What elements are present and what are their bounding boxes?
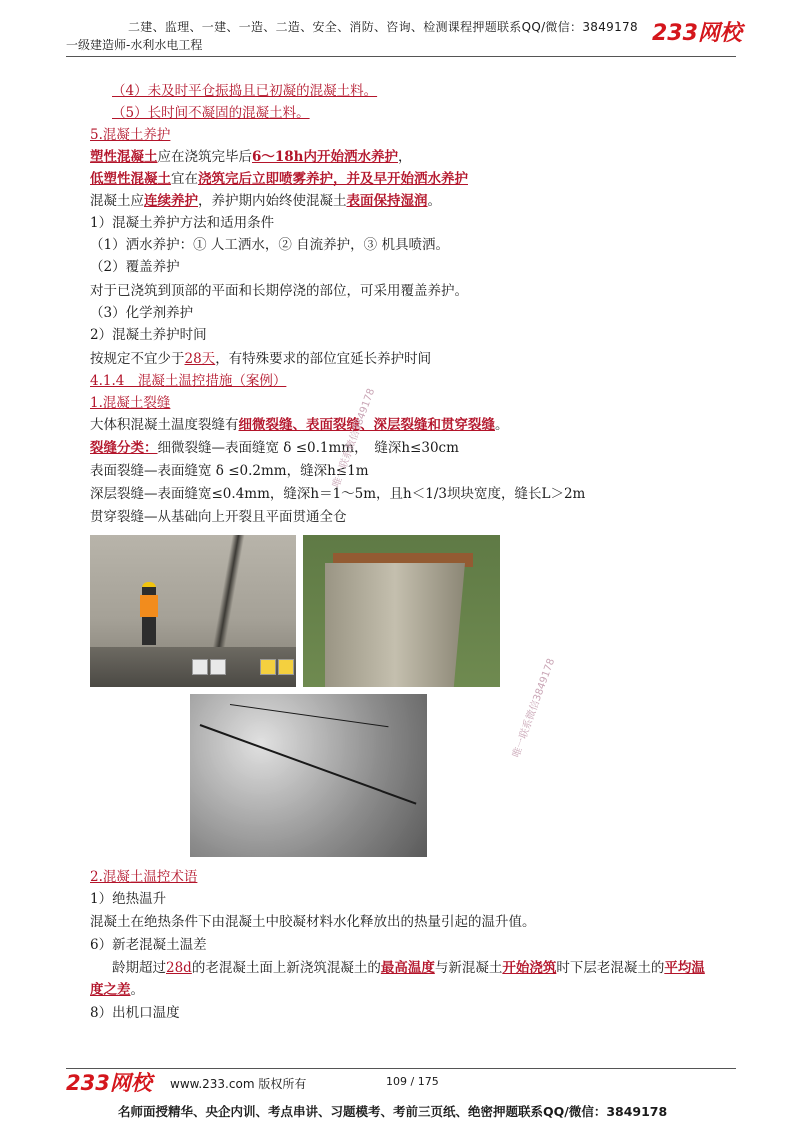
text-line: 按规定不宜少于28天，有特殊要求的部位宜延长养护时间	[90, 351, 432, 367]
footer-rule	[66, 1068, 736, 1069]
footer-site: www.233.com 版权所有	[170, 1077, 307, 1091]
text-line: 贯穿裂缝—从基础向上开裂且平面贯通全仓	[90, 509, 347, 525]
watermark: 唯一联系微信3849178	[331, 387, 378, 490]
text-line: 1）混凝土养护方法和适用条件	[90, 215, 275, 231]
text-line: 深层裂缝—表面缝宽≤0.4mm，缝深h＝1～5m，且h＜1/3坝块宽度，缝长L＞2m	[90, 486, 586, 502]
text-line: 龄期超过28d的老混凝土面上新浇筑混凝土的最高温度与新混凝土开始浇筑时下层老混凝土的平均温	[112, 960, 705, 976]
text-line: 混凝土应连续养护，养护期内始终使混凝土表面保持湿润。	[90, 193, 441, 209]
section-heading: 1.混凝土裂缝	[90, 395, 171, 411]
footer-contact-line: 名师面授精华、央企内训、考点串讲、习题模考、考前三页纸、绝密押题联系QQ/微信：3849178	[118, 1104, 668, 1119]
text-line: 对于已浇筑到顶部的平面和长期停浇的部位，可采用覆盖养护。	[90, 283, 468, 299]
watermark: 唯一联系微信3849178	[511, 657, 558, 760]
header-rule	[66, 56, 736, 57]
page-number: 109 / 175	[386, 1075, 439, 1088]
text-line: 8）出机口温度	[90, 1005, 180, 1021]
text-line: 6）新老混凝土温差	[90, 937, 207, 953]
header-contact-line: 二建、监理、一建、一造、二造、安全、消防、咨询、检测课程押题联系QQ/微信：3849178	[128, 20, 638, 34]
text-line: （4）未及时平仓振捣且已初凝的混凝土料。	[112, 83, 378, 99]
text-line: （1）洒水养护：① 人工洒水，② 自流养护，③ 机具喷洒。	[90, 237, 449, 253]
brand-logo: 233网校	[652, 21, 742, 46]
section-heading: 2.混凝土温控术语	[90, 869, 198, 885]
header-subtitle: 一级建造师-水利水电工程	[66, 38, 203, 52]
text-line: 大体积混凝土温度裂缝有细微裂缝、表面裂缝、深层裂缝和贯穿裂缝。	[90, 417, 509, 433]
text-line: 裂缝分类：细微裂缝—表面缝宽 δ ≤0.1mm， 缝深h≤30cm	[90, 440, 459, 456]
text-line: 度之差。	[90, 982, 144, 998]
text-line: （3）化学剂养护	[90, 305, 194, 321]
section-heading: 4.1.4 混凝土温控措施（案例）	[90, 373, 287, 389]
text-line: （5）长时间不凝固的混凝土料。	[112, 105, 310, 121]
text-line: （2）覆盖养护	[90, 259, 180, 275]
text-line: 2）混凝土养护时间	[90, 327, 207, 343]
text-line: 表面裂缝—表面缝宽 δ ≤0.2mm，缝深h≤1m	[90, 463, 369, 479]
text-line: 塑性混凝土应在浇筑完毕后6～18h内开始洒水养护，	[90, 149, 412, 165]
text-line: 1）绝热温升	[90, 891, 167, 907]
photo-crack-repair-worker	[90, 535, 296, 687]
photo-surface-crack-closeup	[190, 694, 427, 857]
text-line: 低塑性混凝土宜在浇筑完后立即喷雾养护，并及早开始洒水养护	[90, 171, 468, 187]
section-heading: 5.混凝土养护	[90, 127, 171, 143]
photo-dam-wall	[303, 535, 500, 687]
footer-brand-logo: 233网校	[66, 1071, 152, 1095]
text-line: 混凝土在绝热条件下由混凝土中胶凝材料水化释放出的热量引起的温升值。	[90, 914, 536, 930]
